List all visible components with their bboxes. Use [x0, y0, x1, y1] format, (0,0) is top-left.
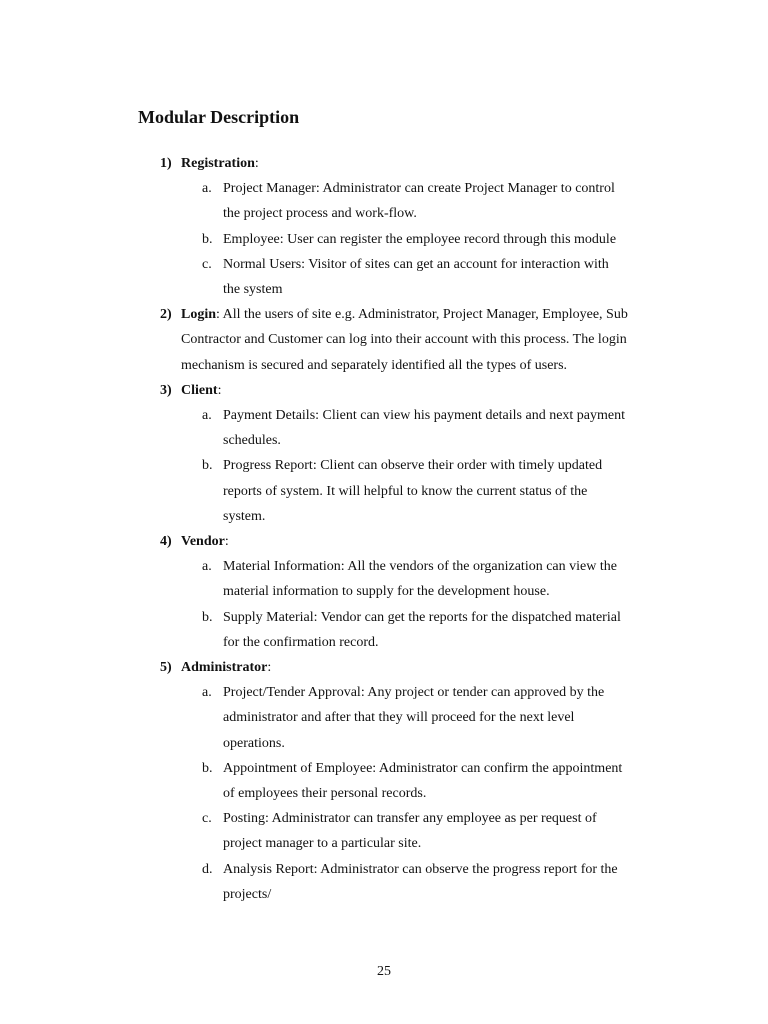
sub-list-item	[160, 252, 629, 302]
sub-list-item	[160, 756, 629, 806]
sub-list	[160, 176, 640, 302]
list-item-line	[160, 655, 640, 680]
sub-list-item	[160, 554, 629, 604]
list-item	[160, 655, 640, 907]
sub-list-item	[160, 680, 629, 756]
sub-item-text: Appointment of Employee: Administrator can confirm the appointment of employees their personal records.	[223, 760, 623, 802]
sub-item-letter: b.	[202, 231, 213, 247]
page-number: 25	[377, 964, 391, 979]
sub-list-item	[160, 176, 629, 226]
sub-list	[160, 554, 640, 655]
list-item-title: Administrator	[181, 660, 268, 676]
list-item-number: 2)	[160, 307, 172, 323]
sub-item-text: Project Manager: Administrator can create Project Manager to control the project process and work-flow.	[223, 181, 615, 222]
sub-item-text: Progress Report: Client can observe their order with timely updated reports of system. It will helpful to know the current status of the system.	[223, 458, 603, 524]
sub-list	[160, 403, 640, 529]
sub-item-text: Posting: Administrator can transfer any employee as per request of project manager to a particular site.	[223, 811, 597, 852]
list-item-text: :	[217, 382, 222, 398]
page-heading: Modular Description	[138, 107, 300, 127]
list-item-line	[160, 151, 640, 176]
sub-item-text: Analysis Report: Administrator can observe the progress report for the projects/	[223, 861, 618, 902]
sub-item-text: Normal Users: Visitor of sites can get an account for interaction with the system	[223, 256, 609, 298]
list-item-line	[160, 378, 640, 403]
sub-item-text: Supply Material: Vendor can get the reports for the dispatched material for the confirmation record.	[223, 609, 621, 650]
sub-item-letter: a.	[202, 181, 212, 197]
sub-item-text: Material Information: All the vendors of the organization can view the material information to supply for the development house.	[223, 559, 617, 600]
sub-item-letter: b.	[202, 760, 213, 776]
list-item-number: 3)	[160, 382, 172, 398]
list-item-line	[160, 529, 640, 554]
sub-item-letter: b.	[202, 609, 213, 625]
sub-list-item	[160, 227, 629, 252]
sub-list-item	[160, 857, 629, 907]
sub-item-letter: a.	[202, 559, 212, 575]
sub-item-letter: a.	[202, 408, 212, 424]
list-item-title: Registration	[181, 156, 255, 171]
list-item	[160, 529, 640, 655]
list-item	[160, 302, 640, 378]
sub-list-item	[160, 403, 629, 453]
sub-item-text: Project/Tender Approval: Any project or tender can approved by the administrator and after that they will proceed for the next level operations.	[223, 685, 605, 751]
list-item	[160, 378, 640, 529]
sub-item-letter: a.	[202, 685, 212, 701]
sub-item-letter: b.	[202, 458, 213, 474]
list-item-number: 5)	[160, 660, 172, 676]
list-item-text: : All the users of site e.g. Administrator, Project Manager, Employee, Sub Contractor and Customer can log into their account with this process. The login mechanism is secured and separately identified all the types of users.	[181, 307, 628, 373]
sub-list-item	[160, 806, 629, 856]
sub-item-letter: d.	[202, 861, 213, 877]
list-item-text: :	[224, 534, 229, 550]
sub-list-item	[160, 605, 629, 655]
list-item-line	[160, 302, 640, 378]
list-item	[160, 151, 640, 302]
list-item-title: Login	[181, 307, 217, 323]
list-item-text: :	[254, 156, 259, 171]
list-item-number: 4)	[160, 534, 172, 550]
list-item-title: Client	[181, 382, 218, 398]
sub-item-letter: c.	[202, 256, 212, 272]
sub-list-item	[160, 453, 629, 529]
module-list	[160, 151, 640, 907]
list-item-title: Vendor	[181, 534, 225, 550]
sub-list	[160, 680, 640, 907]
list-item-text: :	[267, 660, 272, 676]
sub-item-letter: c.	[202, 811, 212, 827]
list-item-number: 1)	[160, 156, 172, 171]
sub-item-text: Employee: User can register the employee record through this module	[223, 231, 617, 247]
sub-item-text: Payment Details: Client can view his payment details and next payment schedules.	[223, 408, 626, 449]
